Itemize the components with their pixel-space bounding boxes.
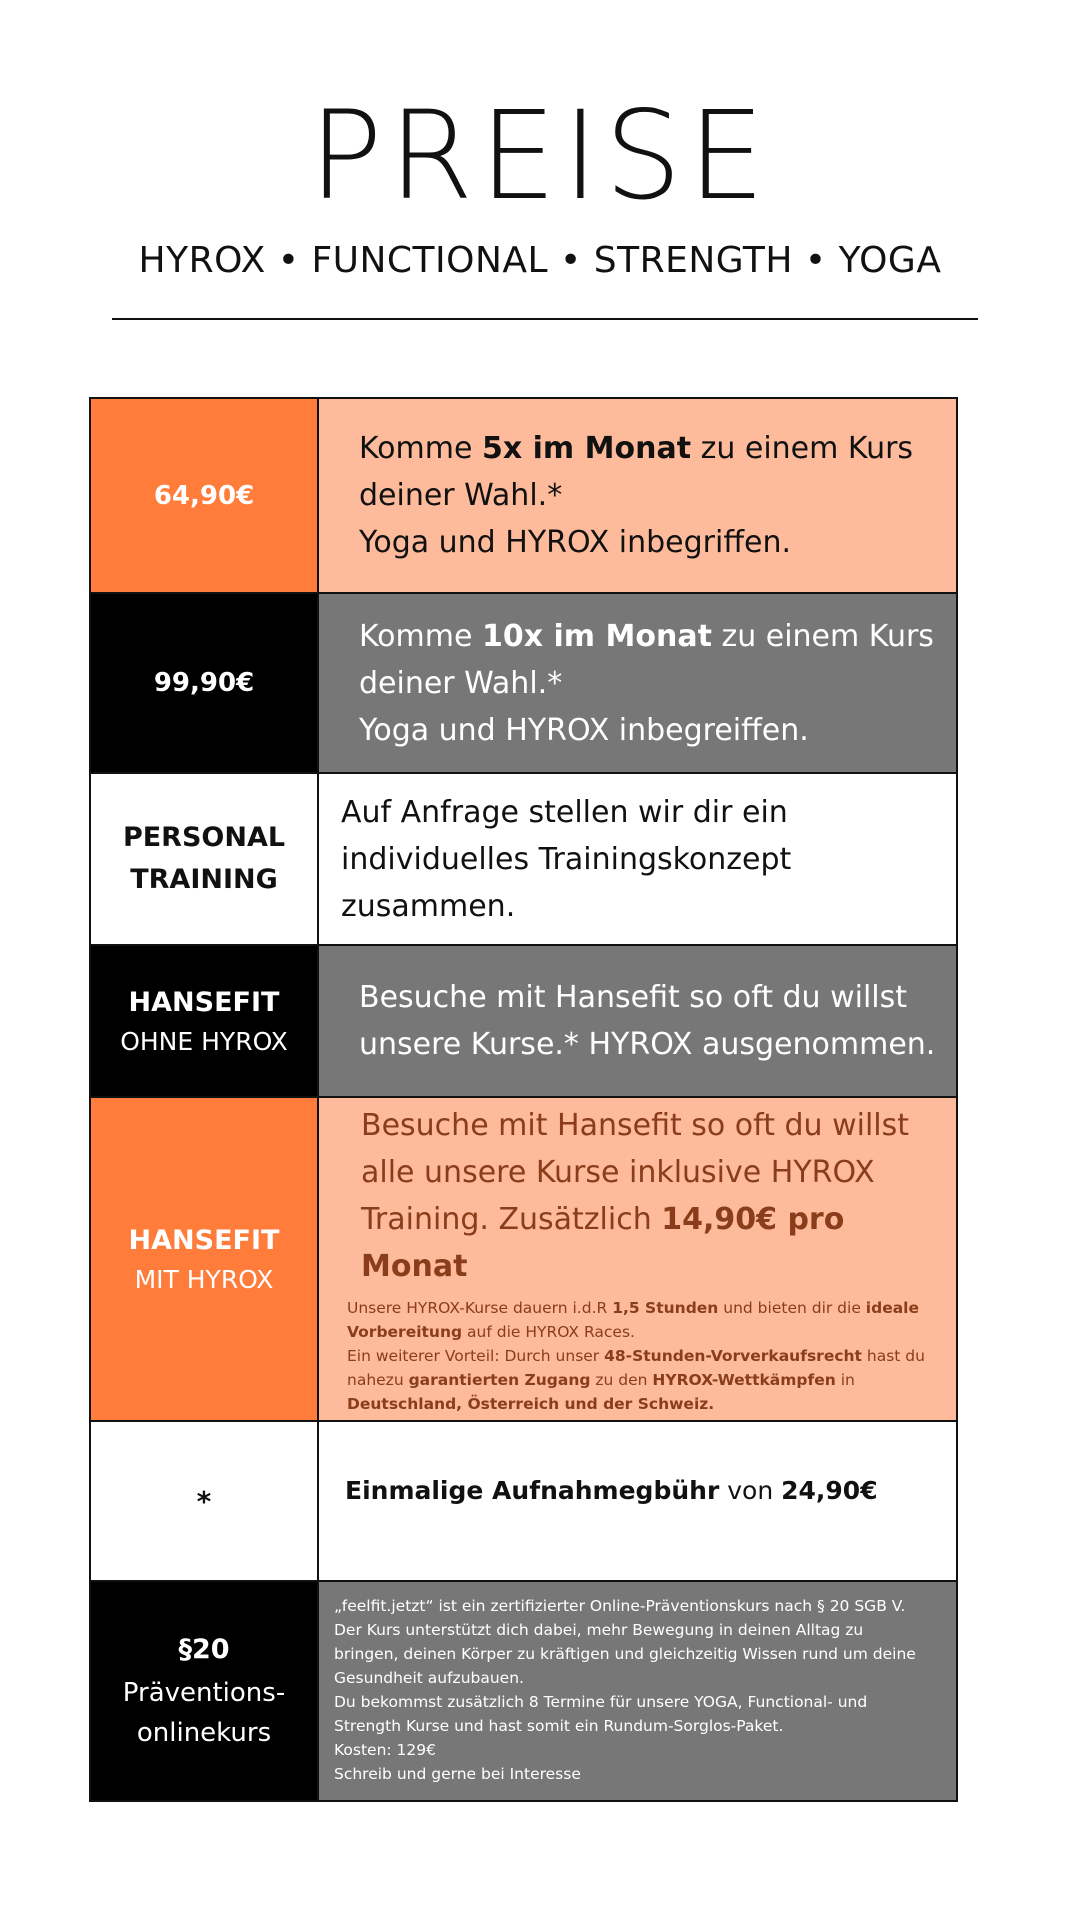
asterisk-label: * [196,1484,212,1518]
price-value: 64,90€ [153,480,255,511]
description-line: Komme 10x im Monat zu einem Kurs [359,618,934,654]
price-table [89,397,958,1802]
description-line: unsere Kurse.* HYROX ausgenommen. [359,1027,936,1062]
label-bold: PERSONAL [122,822,286,853]
page-title: PREISE [309,85,771,227]
detail-line: Du bekommst zusätzlich 8 Termine für unsere YOGA, Functional- und [334,1693,868,1711]
divider-line [112,318,978,320]
description-cell [319,774,956,944]
price-value: 99,90€ [153,668,255,698]
detail-line: Deutschland, Österreich und der Schweiz. [347,1395,715,1413]
price-cell [91,594,319,772]
detail-line: Kosten: 129€ [334,1741,436,1759]
description-line: Besuche mit Hansefit so oft du willst [359,980,908,1015]
price-row-personal-training [91,774,956,946]
description-line: deiner Wahl.* [359,478,563,513]
label-normal: Präventions- [122,1678,286,1708]
description-line: zusammen. [341,888,516,924]
detail-line: Schreib und gerne bei Interesse [334,1765,581,1783]
label-cell [91,1582,319,1800]
label-cell [91,774,319,944]
detail-line: nahezu garantierten Zugang zu den HYROX-Wettkämpfen in [347,1371,855,1389]
price-row-10x [91,594,956,774]
description-line: Yoga und HYROX inbegriffen. [359,525,792,560]
detail-line: „feelfit.jetzt“ ist ein zertifizierter Online-Präventionskurs nach § 20 SGB V. [334,1597,906,1615]
label-cell [91,1098,319,1420]
label-bold: HANSEFIT [128,987,280,1018]
description-line: Komme 5x im Monat zu einem Kurs [359,431,914,466]
label-normal: onlinekurs [136,1718,272,1748]
page-subtitle: HYROX • FUNCTIONAL • STRENGTH • YOGA [138,240,942,281]
detail-line: bringen, deinen Körper zu kräftigen und gleichzeitig Wissen rund um deine [334,1645,916,1663]
price-row-5x [91,399,956,594]
description-line: alle unsere Kurse inklusive HYROX [361,1155,875,1190]
label-bold: §20 [178,1634,230,1665]
price-row-hansefit-mit-hyrox [91,1098,956,1422]
detail-line: Gesundheit aufzubauen. [334,1669,524,1687]
label-normal: OHNE HYROX [120,1027,288,1056]
detail-line: Strength Kurse und hast somit ein Rundum-Sorglos-Paket. [334,1717,784,1735]
detail-line: Unsere HYROX-Kurse dauern i.d.R 1,5 Stunden und bieten dir die ideale [347,1299,920,1317]
label-normal: MIT HYROX [134,1265,274,1294]
detail-line: Ein weiterer Vorteil: Durch unser 48-Stunden-Vorverkaufsrecht hast du [347,1347,925,1365]
price-row-hansefit-ohne-hyrox [91,946,956,1098]
description-cell [319,1098,956,1420]
detail-line: Vorbereitung auf die HYROX Races. [347,1323,635,1341]
description-cell [319,594,956,772]
description-cell [319,1422,956,1580]
label-cell [91,946,319,1096]
detail-line: Der Kurs unterstützt dich dabei, mehr Bewegung in deinen Alltag zu [334,1621,864,1639]
description-line: deiner Wahl.* [359,665,563,701]
hyrox-details [347,1296,936,1416]
label-bold: TRAINING [130,864,278,895]
description-cell [319,946,956,1096]
price-row-praeventionskurs [91,1582,956,1800]
description-cell [319,399,956,592]
price-cell [91,399,319,592]
price-row-aufnahmegebuehr [91,1422,956,1582]
fee-text: Einmalige Aufnahmegbühr von 24,90€ [345,1476,878,1505]
description-line: Yoga und HYROX inbegreiffen. [359,712,809,748]
label-cell [91,1422,319,1580]
description-line: Training. Zusätzlich 14,90€ pro Monat [361,1202,845,1284]
description-line: individuelles Trainingskonzept [341,841,792,877]
label-bold: HANSEFIT [128,1225,280,1256]
description-line: Besuche mit Hansefit so oft du willst [361,1108,910,1143]
description-cell [319,1582,956,1800]
description-line: Auf Anfrage stellen wir dir ein [341,794,788,830]
